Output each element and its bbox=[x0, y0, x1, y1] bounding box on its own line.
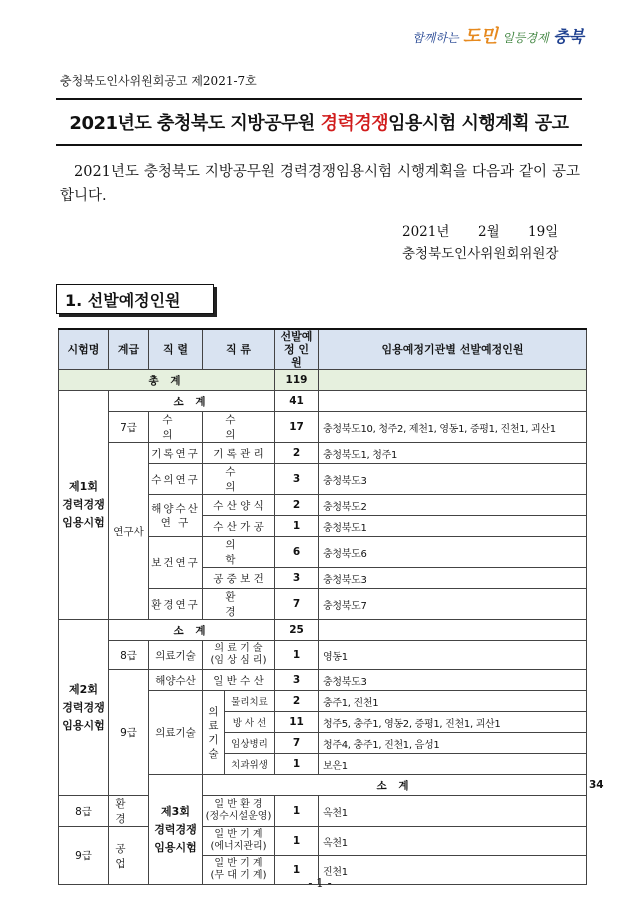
table-cell: 8급 bbox=[59, 796, 109, 827]
table-cell: 기 록 관 리 bbox=[203, 443, 275, 464]
table-row bbox=[59, 641, 587, 670]
table-cell: 일 반 환 경 (정수시설운영) bbox=[203, 796, 275, 827]
total-row bbox=[59, 370, 587, 391]
table-cell: 의료기술 bbox=[149, 641, 203, 670]
table-cell: 충청북도1 bbox=[319, 516, 587, 537]
table-cell: 의료기술 bbox=[149, 691, 203, 775]
table-cell: 1 bbox=[275, 856, 319, 885]
table-cell: 41 bbox=[275, 391, 319, 412]
table-cell: 3 bbox=[275, 568, 319, 589]
table-cell: 해양수산 bbox=[149, 670, 203, 691]
table-cell: 7 bbox=[275, 733, 319, 754]
table-cell: 11 bbox=[275, 712, 319, 733]
table-cell: 수 의 bbox=[149, 412, 203, 443]
table-cell: 충청북도3 bbox=[319, 464, 587, 495]
notice-number: 충청북도인사위원회공고 제2021-7호 bbox=[60, 74, 257, 88]
table-row bbox=[59, 670, 587, 691]
page-title: 2021년도 충청북도 지방공무원 경력경쟁임용시험 시행계획 공고 bbox=[69, 113, 569, 134]
table-cell bbox=[319, 391, 587, 412]
table-row bbox=[59, 391, 587, 412]
table-cell: 공 중 보 건 bbox=[203, 568, 275, 589]
table-cell: 소 계 bbox=[109, 620, 275, 641]
exam-round-3: 제3회 경력경쟁 임용시험 bbox=[149, 775, 203, 885]
table-cell: 환 경 bbox=[109, 796, 149, 827]
table-cell bbox=[319, 370, 587, 391]
table-cell: 2 bbox=[275, 443, 319, 464]
table-row bbox=[59, 412, 587, 443]
table-cell: 25 bbox=[275, 620, 319, 641]
table-cell: 해양수산 연 구 bbox=[149, 495, 203, 537]
table-cell: 1 bbox=[275, 754, 319, 775]
medtech-vertical-label: 의 료 기 술 bbox=[203, 691, 225, 775]
announcement-text: 2021년도 충청북도 지방공무원 경력경쟁임용시험 시행계획을 다음과 같이 공고합니다. bbox=[60, 164, 580, 204]
title-box bbox=[56, 98, 582, 146]
table-cell: 충청북도7 bbox=[319, 589, 587, 620]
table-cell: 1 bbox=[275, 827, 319, 856]
table-cell: 2 bbox=[275, 495, 319, 516]
table-cell: 의 학 bbox=[203, 537, 275, 568]
header-org: 임용예정기관별 선발예정인원 bbox=[319, 329, 587, 370]
table-cell: 수 산 양 식 bbox=[203, 495, 275, 516]
table-cell: 소 계 bbox=[203, 775, 587, 796]
table-cell: 연구사 bbox=[109, 443, 149, 620]
table-cell: 충청북도3 bbox=[319, 568, 587, 589]
table-cell: 수 의 bbox=[203, 464, 275, 495]
table-row bbox=[59, 443, 587, 464]
table-cell: 119 bbox=[275, 370, 319, 391]
table-cell: 충청북도3 bbox=[319, 670, 587, 691]
table-cell: 1 bbox=[275, 796, 319, 827]
table-cell: 충주1, 진천1 bbox=[319, 691, 587, 712]
slogan-logo: 함께하는 도민 일등경제 충북 bbox=[412, 26, 584, 47]
table-header-row bbox=[59, 329, 587, 370]
table-cell: 1 bbox=[275, 641, 319, 670]
table-cell: 진천1 bbox=[319, 856, 587, 885]
header-class: 직 류 bbox=[203, 329, 275, 370]
table-cell: 7급 bbox=[109, 412, 149, 443]
table-cell: 공 업 bbox=[109, 827, 149, 885]
table-cell: 보건연구 bbox=[149, 537, 203, 589]
table-cell: 3 bbox=[275, 670, 319, 691]
table-cell: 영동1 bbox=[319, 641, 587, 670]
table-cell: 방 사 선 bbox=[225, 712, 275, 733]
table-cell: 17 bbox=[275, 412, 319, 443]
table-cell: 1 bbox=[275, 516, 319, 537]
exam-round-2: 제2회 경력경쟁 임용시험 bbox=[59, 620, 109, 796]
notice-date: 2021년 2월 19일 bbox=[402, 224, 559, 240]
header-count: 선발예정 인 원 bbox=[275, 329, 319, 370]
header-exam: 시험명 bbox=[59, 329, 109, 370]
table-cell bbox=[319, 620, 587, 641]
header-series: 직 렬 bbox=[149, 329, 203, 370]
table-cell: 수 산 가 공 bbox=[203, 516, 275, 537]
table-cell: 환경연구 bbox=[149, 589, 203, 620]
table-cell: 수의연구 bbox=[149, 464, 203, 495]
page-number: - 1 - bbox=[308, 876, 332, 890]
table-cell: 충청북도2 bbox=[319, 495, 587, 516]
table-cell: 3 bbox=[275, 464, 319, 495]
table-cell: 기록연구 bbox=[149, 443, 203, 464]
table-cell: 9급 bbox=[109, 670, 149, 796]
table-cell: 9급 bbox=[59, 827, 109, 885]
table-cell: 청주4, 충주1, 진천1, 음성1 bbox=[319, 733, 587, 754]
table-cell: 환 경 bbox=[203, 589, 275, 620]
table-cell: 6 bbox=[275, 537, 319, 568]
exam-round-1: 제1회 경력경쟁 임용시험 bbox=[59, 391, 109, 620]
header-grade: 계급 bbox=[109, 329, 149, 370]
table-cell: 7 bbox=[275, 589, 319, 620]
table-cell: 치과위생 bbox=[225, 754, 275, 775]
table-cell: 보은1 bbox=[319, 754, 587, 775]
table-row bbox=[59, 827, 587, 856]
table-cell: 총 계 bbox=[59, 370, 275, 391]
table-cell: 옥천1 bbox=[319, 796, 587, 827]
table-cell: 일 반 기 계 (에너지관리) bbox=[203, 827, 275, 856]
table-cell: 8급 bbox=[109, 641, 149, 670]
section-title: 1. 선발예정인원 bbox=[56, 284, 214, 314]
title-highlight: 경력경쟁 bbox=[320, 113, 389, 134]
table-cell: 임상병리 bbox=[225, 733, 275, 754]
table-row: 제3회 경력경쟁 임용시험 소 계 34 bbox=[59, 775, 587, 796]
table-cell: 수 의 bbox=[203, 412, 275, 443]
table-cell: 물리치료 bbox=[225, 691, 275, 712]
table-cell: 옥천1 bbox=[319, 827, 587, 856]
selection-table bbox=[58, 328, 604, 885]
table-row bbox=[59, 620, 587, 641]
table-cell: 충청북도6 bbox=[319, 537, 587, 568]
table-cell: 2 bbox=[275, 691, 319, 712]
table-cell: 의 료 기 술 (임 상 심 리) bbox=[203, 641, 275, 670]
table-cell: 소 계 bbox=[109, 391, 275, 412]
table-cell: 일 반 수 산 bbox=[203, 670, 275, 691]
table-cell: 청주5, 충주1, 영동2, 증평1, 진천1, 괴산1 bbox=[319, 712, 587, 733]
table-row bbox=[59, 796, 587, 827]
signer: 충청북도인사위원회위원장 bbox=[402, 246, 559, 262]
table-cell: 충청북도10, 청주2, 제천1, 영동1, 증평1, 진천1, 괴산1 bbox=[319, 412, 587, 443]
table-cell: 충청북도1, 청주1 bbox=[319, 443, 587, 464]
table-cell: 일 반 기 계 (무 대 기 계) bbox=[203, 856, 275, 885]
